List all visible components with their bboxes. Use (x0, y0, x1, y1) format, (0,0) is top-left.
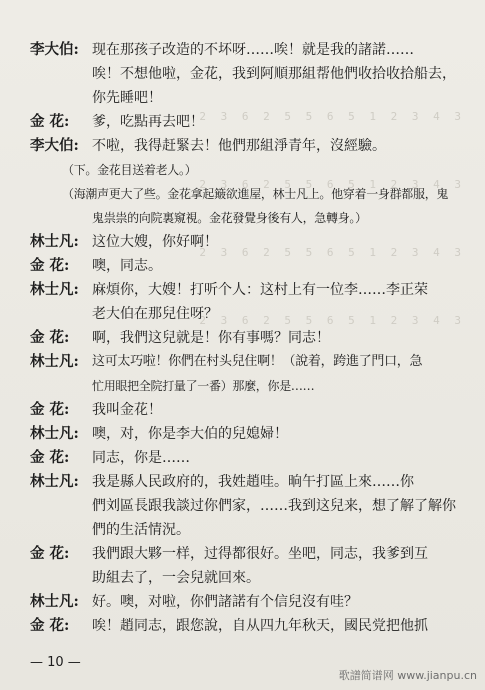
dialogue-text: 同志，你是…… (92, 450, 190, 466)
bleed-through-notation: 2 3 6 2 5 5 6 5 1 2 3 4 3 (199, 110, 465, 123)
dialogue-text: 們的生活情況。 (92, 522, 190, 538)
dialogue-text: 好。噢，对啦，你們諸諾有个信兒沒有哇？ (92, 594, 358, 610)
speaker-name: 林士凡: (30, 425, 79, 442)
dialogue-line (0, 38, 485, 62)
dialogue-text: 我是縣人民政府的，我姓趙哇。晌午打區上來……你 (92, 474, 414, 490)
dialogue-text: 們刘區長跟我談过你們家，……我到这兒来，想了解了解你 (92, 498, 456, 514)
dialogue-text: 我們跟大夥一样，过得都很好。坐吧，同志，我爹到互 (92, 546, 428, 562)
stage-direction-text: 鬼祟祟的向院裏窺視。金花發覺身後有人，急轉身。） (92, 211, 367, 225)
dialogue-line (0, 134, 485, 158)
dialogue-line (0, 254, 485, 278)
watermark: 歌譜简谱网 www.jianpu.cn (338, 669, 477, 682)
dialogue-text: 不啦，我得赶緊去！他們那組淨青年，沒經驗。 (92, 138, 386, 154)
dialogue-line (0, 302, 485, 326)
dialogue-line (0, 86, 485, 110)
stage-direction (0, 374, 485, 398)
dialogue-text: 唉！趙同志，跟您說，自从四九年秋天，國民党把他抓 (92, 618, 428, 634)
page-number: — 10 — (30, 655, 81, 670)
bleed-through-notation: 2 3 6 2 5 5 6 5 1 2 3 4 3 (199, 314, 465, 327)
dialogue-text: 啊，我們这兒就是！你有事嗎？同志！ (92, 330, 330, 346)
dialogue-text: 现在那孩子改造的不坏呀……唉！就是我的諸諾…… (92, 42, 414, 58)
speaker-name: 林士凡: (30, 353, 79, 370)
dialogue-line (0, 446, 485, 470)
dialogue-line (0, 614, 485, 638)
speaker-name: 林士凡: (30, 473, 79, 490)
dialogue-line (0, 422, 485, 446)
dialogue-lines (0, 38, 485, 638)
dialogue-text: 助組去了，一会兒就回來。 (92, 570, 260, 586)
dialogue-line (0, 398, 485, 422)
speaker-name: 金 花: (30, 545, 70, 562)
stage-direction-text: （下。金花目送着老人。） (62, 163, 197, 177)
dialogue-line (0, 566, 485, 590)
stage-direction-text: （海潮声更大了些。金花拿起簸欲進屋，林士凡上。他穿着一身群都服，鬼 (62, 187, 449, 201)
stage-direction-text: 忙用眼把全院打量了一番）那麼，你是…… (92, 379, 315, 393)
speaker-name: 林士凡: (30, 593, 79, 610)
dialogue-line (0, 518, 485, 542)
stage-direction (0, 158, 485, 182)
speaker-name: 金 花: (30, 617, 70, 634)
speaker-name: 李大伯: (30, 137, 79, 154)
dialogue-text: 我叫金花！ (92, 402, 162, 418)
dialogue-line (0, 278, 485, 302)
stage-direction (0, 206, 485, 230)
dialogue-line (0, 470, 485, 494)
dialogue-text: 这可太巧啦！你們在村头兒住啊！（說着，跨進了門口，急 (92, 354, 423, 369)
dialogue-line (0, 62, 485, 86)
dialogue-line (0, 350, 485, 374)
dialogue-text: 噢，对，你是李大伯的兒媳婦！ (92, 426, 288, 442)
dialogue-text: 唉！不想他啦，金花，我到阿順那組帮他們收拾收拾船去， (92, 66, 456, 82)
speaker-name: 金 花: (30, 401, 70, 418)
dialogue-text: 噢，同志。 (92, 258, 162, 274)
speaker-name: 金 花: (30, 449, 70, 466)
dialogue-line (0, 590, 485, 614)
dialogue-line (0, 542, 485, 566)
speaker-name: 李大伯: (30, 41, 79, 58)
speaker-name: 金 花: (30, 329, 70, 346)
speaker-name: 金 花: (30, 113, 70, 130)
dialogue-line (0, 230, 485, 254)
speaker-name: 金 花: (30, 257, 70, 274)
dialogue-text: 老大伯在那兒住呀？ (92, 306, 218, 322)
bleed-through-notation: 2 3 6 2 5 5 6 5 1 2 3 4 3 (199, 246, 465, 259)
dialogue-text: 麻煩你，大嫂！打听个人：这村上有一位李……李正荣 (92, 282, 428, 298)
speaker-name: 林士凡: (30, 281, 79, 298)
dialogue-text: 爹，吃點再去吧！ (92, 114, 204, 130)
dialogue-line (0, 494, 485, 518)
speaker-name: 林士凡: (30, 233, 79, 250)
dialogue-line (0, 110, 485, 134)
stage-direction (0, 182, 485, 206)
bleed-through-notation: 2 3 6 2 5 5 6 5 1 2 3 4 3 (199, 178, 465, 191)
dialogue-line (0, 326, 485, 350)
dialogue-text: 你先睡吧！ (92, 90, 162, 106)
dialogue-text: 这位大嫂，你好啊！ (92, 234, 218, 250)
